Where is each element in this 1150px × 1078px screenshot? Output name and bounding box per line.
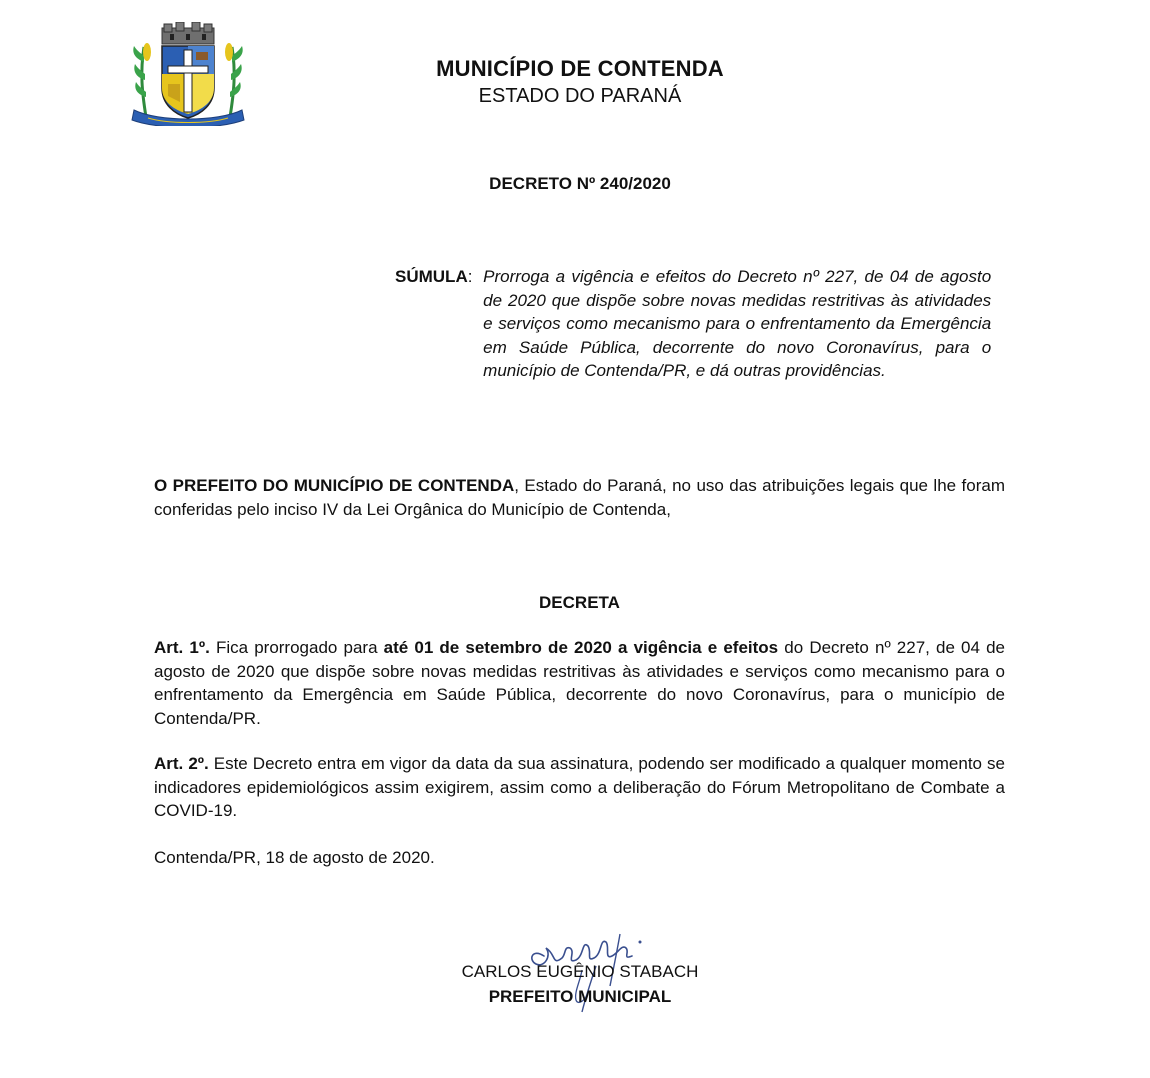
state-subtitle: ESTADO DO PARANÁ: [478, 85, 682, 107]
intro-text: , Estado do Paraná, no uso das atribuições legais que lhe foram conferidas pelo inciso IV da Lei Orgânica do Município de Contenda,: [154, 476, 1005, 519]
sumula-block: [395, 265, 1007, 383]
sumula-text: Prorroga a vigência e efeitos do Decreto nº 227, de 04 de agosto de 2020 que dispõe sobre novas medidas restritivas às atividades e serviços como mecanismo para o enfrentamento da Emergência em Saúde Pública, decorrente do novo Coronavírus, para o município de Contenda/PR, e dá outras providências.: [483, 267, 992, 380]
signatory-role: PREFEITO MUNICIPAL: [488, 987, 672, 1006]
article-1-text-after: do Decreto nº 227, de 04 de agosto de 2020 que dispõe sobre novas medidas restritivas às atividades e serviços como mecanismo para o enfrentamento da Emergência em Saúde Pública, decorrente do novo Coronavírus, para o município de Contenda/PR.: [154, 638, 1006, 728]
article-2: [154, 752, 1005, 823]
municipality-title: MUNICÍPIO DE CONTENDA: [436, 56, 724, 81]
signatory-name: CARLOS EUGÊNIO STABACH: [461, 962, 699, 981]
sumula-label-wrap: [395, 265, 477, 383]
intro-paragraph: [154, 474, 1005, 521]
article-1-label: Art. 1º.: [154, 638, 210, 657]
sumula-separator: :: [467, 267, 478, 286]
article-2-text: Este Decreto entra em vigor da data da sua assinatura, podendo ser modificado a qualquer momento se indicadores epidemiológicos assim exigirem, assim como a deliberação do Fórum Metropolitano de Combate a COVID-19.: [154, 754, 1005, 820]
municipal-coat-of-arms-icon: [128, 22, 248, 126]
place-date: Contenda/PR, 18 de agosto de 2020.: [154, 848, 435, 867]
article-1-bold: até 01 de setembro de 2020 a vigência e efeitos: [383, 638, 779, 657]
intro-bold: O PREFEITO DO MUNICÍPIO DE CONTENDA: [154, 476, 515, 495]
article-1-text-before: Fica prorrogado para: [209, 638, 384, 657]
article-1: [154, 636, 1005, 730]
decreta-heading: DECRETA: [539, 593, 620, 612]
article-2-label: Art. 2º.: [154, 754, 209, 773]
decree-number: DECRETO Nº 240/2020: [489, 174, 671, 193]
sumula-label: SÚMULA: [395, 267, 468, 286]
